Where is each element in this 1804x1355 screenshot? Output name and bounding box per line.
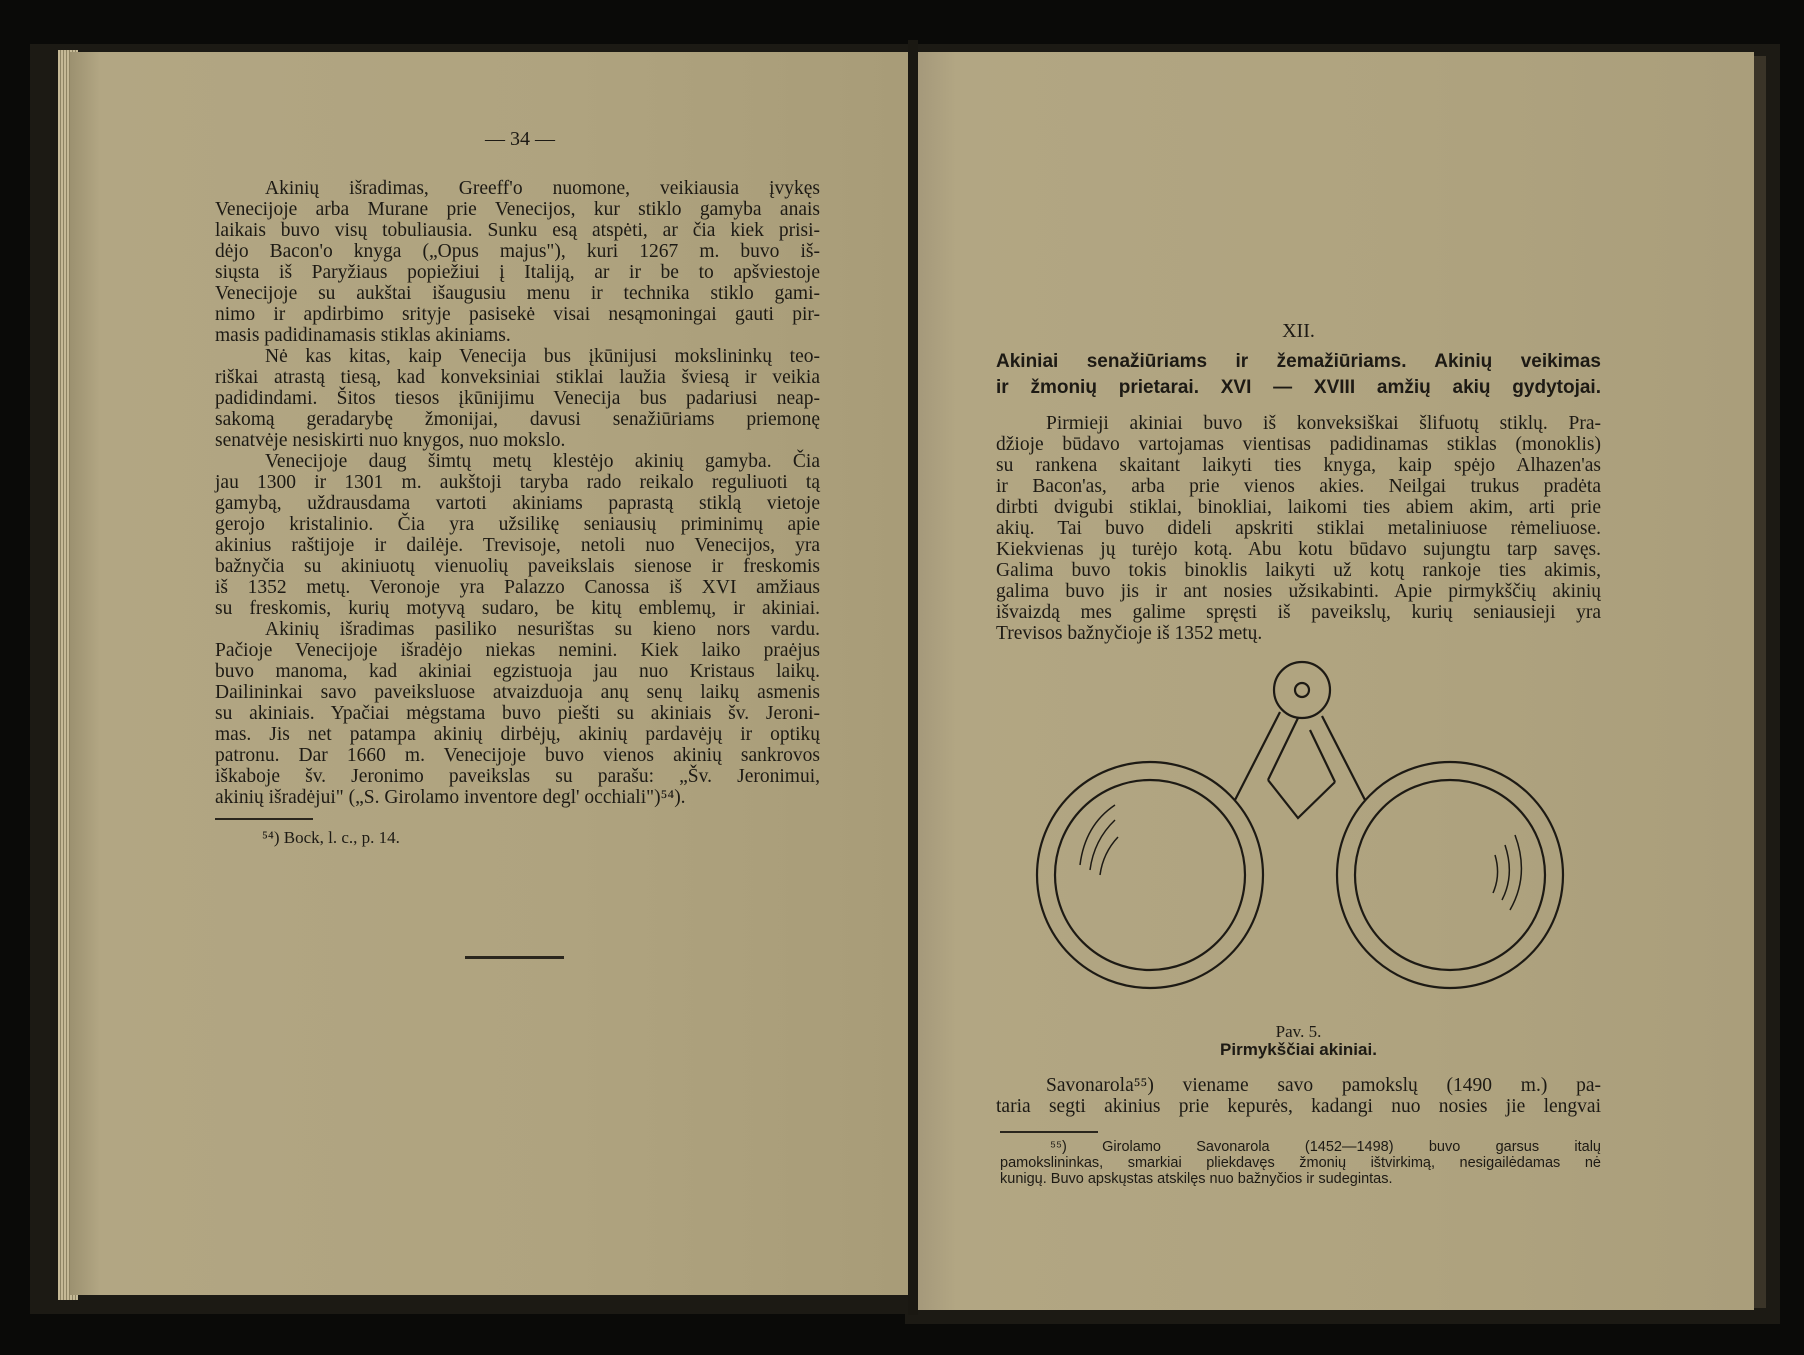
- text-line: siųsta iš Paryžiaus popiežiui į Italiją, ar ir be to apšviestoje: [215, 262, 820, 283]
- text-line: iš 1352 metų. Veronoje yra Palazzo Canossa iš XVI amžiaus: [215, 577, 820, 598]
- text-line: taria segti akinius prie kepurės, kadangi nuo nosies jie lengvai: [996, 1096, 1601, 1117]
- right-page-edge: [1754, 56, 1766, 1308]
- text-line: Galima buvo tokis binoklis laikyti už kotų rankoje ties akimis,: [996, 560, 1601, 581]
- text-line: Akinių išradimas pasiliko nesurištas su kieno nors vardu.: [265, 619, 820, 640]
- text-line: laikais buvo visų tobuliausia. Sunku esą atspėti, ar čia kiek prisi-: [215, 220, 820, 241]
- text-line: su freskomis, kurių motyvą sudaro, be kitų emblemų, ir akiniai.: [215, 598, 820, 619]
- text-line: mas. Jis net patampa akinių dirbėjų, akinių pardavėjų ir optikų: [215, 724, 820, 745]
- left-lens: [1037, 762, 1263, 988]
- text-line: ir Bacon'as, arba prie vienos akies. Neilgai trukus pradėta: [996, 476, 1601, 497]
- handle-ring: [1274, 662, 1330, 718]
- text-line: gerojo kristalinio. Čia yra užsilikę seniausių priminimų apie: [215, 514, 820, 535]
- text-line: Kiekvienas jų turėjo kotą. Abu kotu būdavo sujungtu tarp savęs.: [996, 539, 1601, 560]
- text-line: galima buvo jis ir ant nosies užsikabinti. Apie pirmykščių akinių: [996, 581, 1601, 602]
- text-line: nimo ir apdirbimo srityje pasisekė visai nesąmoningai gauti pir-: [215, 304, 820, 325]
- text-line: akinius raštijoje ir dailėje. Trevisoje, netoli nuo Venecijos, yra: [215, 535, 820, 556]
- text-line: su akiniais. Ypačiai mėgstama buvo piešti su akiniais šv. Jeroni-: [215, 703, 820, 724]
- text-line: bažnyčia su akiniuotų vienuolių paveikslais sienose ir freskomis: [215, 556, 820, 577]
- text-line: buvo manoma, kad akiniai egzistuoja jau nuo Kristaus laikų.: [215, 661, 820, 682]
- text-line: su rankena skaitant laikyti ties knyga, kaip spėjo Alhazen'as: [996, 455, 1601, 476]
- spectacles-illustration: [1030, 650, 1580, 1020]
- right-lens: [1337, 762, 1563, 988]
- text-line: Savonarola⁵⁵) viename savo pamokslų (1490 m.) pa-: [1046, 1075, 1601, 1096]
- text-line: Akinių išradimas, Greeff'o nuomone, veikiausia įvykęs: [265, 178, 820, 199]
- text-line: jau 1300 ir 1301 m. aukštoji taryba rado reikalo reguliuoti tą: [215, 472, 820, 493]
- text-line: Venecijoje daug šimtų metų klestėjo akinių gamyba. Čia: [265, 451, 820, 472]
- text-line: sakomą geradarybę žmonijai, davusi senažiūriams priemonę: [215, 409, 820, 430]
- text-line: Trevisos bažnyčioje iš 1352 metų.: [996, 623, 1263, 644]
- figure-label: Pav. 5.: [1275, 1022, 1322, 1041]
- text-line: akių. Tai buvo dideli apskriti stiklai metaliniuose rėmeliuose.: [996, 518, 1601, 539]
- book-gutter: [908, 40, 918, 1315]
- chapter-heading-line-2: ir žmonių prietarai. XVI — XVIII amžių akių gydytojai.: [996, 377, 1601, 398]
- text-line: Nė kas kitas, kaip Venecija bus įkūnijusi mokslininkų teo-: [265, 346, 820, 367]
- text-line: išvaizdą mes galime spręsti iš paveikslų, kurių seniausieji yra: [996, 602, 1601, 623]
- page-number: — 34 —: [485, 128, 555, 150]
- footnote-line: ⁵⁵) Girolamo Savonarola (1452—1498) buvo garsus italų: [1050, 1139, 1601, 1155]
- figure-caption: Pirmykščiai akiniai.: [1220, 1040, 1377, 1059]
- section-end-rule: [465, 956, 564, 959]
- text-line: iškaboje šv. Jeronimo paveikslas su parašu: „Šv. Jeronimui,: [215, 766, 820, 787]
- text-line: dirbti dvigubi stiklai, binokliai, laikomi ties abiem akim, arti prie: [996, 497, 1601, 518]
- bridge-arms: [1235, 712, 1365, 818]
- text-line: Dailininkai savo paveiksluose atvaizduoja anų senų laikų asmenis: [215, 682, 820, 703]
- chapter-heading-line-1: Akiniai senažiūriams ir žemažiūriams. Akinių veikimas: [996, 351, 1601, 372]
- text-line: džioje būdavo vartojamas vientisas padidinamas stiklas (monoklis): [996, 434, 1601, 455]
- text-line: dėjo Bacon'o knyga („Opus majus"), kuri 1267 m. buvo iš-: [215, 241, 820, 262]
- text-line: Pačioje Venecijoje išradėjo niekas nemini. Kiek laiko praėjus: [215, 640, 820, 661]
- footnote-rule: [215, 818, 313, 820]
- text-line: senatvėje nesiskirti nuo knygos, nuo mokslo.: [215, 430, 566, 451]
- chapter-number: XII.: [1282, 320, 1315, 342]
- text-line: Venecijoje su aukštai išaugusiu menu ir technika stiklo gami-: [215, 283, 820, 304]
- text-line: akinių išradėjui" („S. Girolamo inventore degl' occhiali")⁵⁴).: [215, 787, 686, 808]
- footnote-54: ⁵⁴) Bock, l. c., p. 14.: [262, 828, 400, 847]
- footnote-rule-right: [1000, 1131, 1098, 1133]
- text-line: patronu. Dar 1660 m. Venecijoje buvo vienos akinių sankrovos: [215, 745, 820, 766]
- text-line: gamybą, uždrausdama vartoti akiniams paprastą stiklą vietoje: [215, 493, 820, 514]
- text-line: Pirmieji akiniai buvo iš konveksiškai šlifuotų stiklų. Pra-: [1046, 413, 1601, 434]
- text-line: Venecijoje arba Murane prie Venecijos, kur stiklo gamyba anais: [215, 199, 820, 220]
- text-line: padidindami. Šitos tiesos įkūnijimu Venecija bus padariusi neap-: [215, 388, 820, 409]
- text-line: masis padidinamasis stiklas akiniams.: [215, 325, 511, 346]
- footnote-line: pamokslininkas, smarkiai pliekdavęs žmonių ištvirkimą, nesigailėdamas nė: [1000, 1155, 1601, 1171]
- footnote-line: kunigų. Buvo apskųstas atskilęs nuo bažnyčios ir sudegintas.: [1000, 1171, 1393, 1187]
- text-line: riškai atrastą tiesą, kad konveksiniai stiklai laužia šviesą ir veikia: [215, 367, 820, 388]
